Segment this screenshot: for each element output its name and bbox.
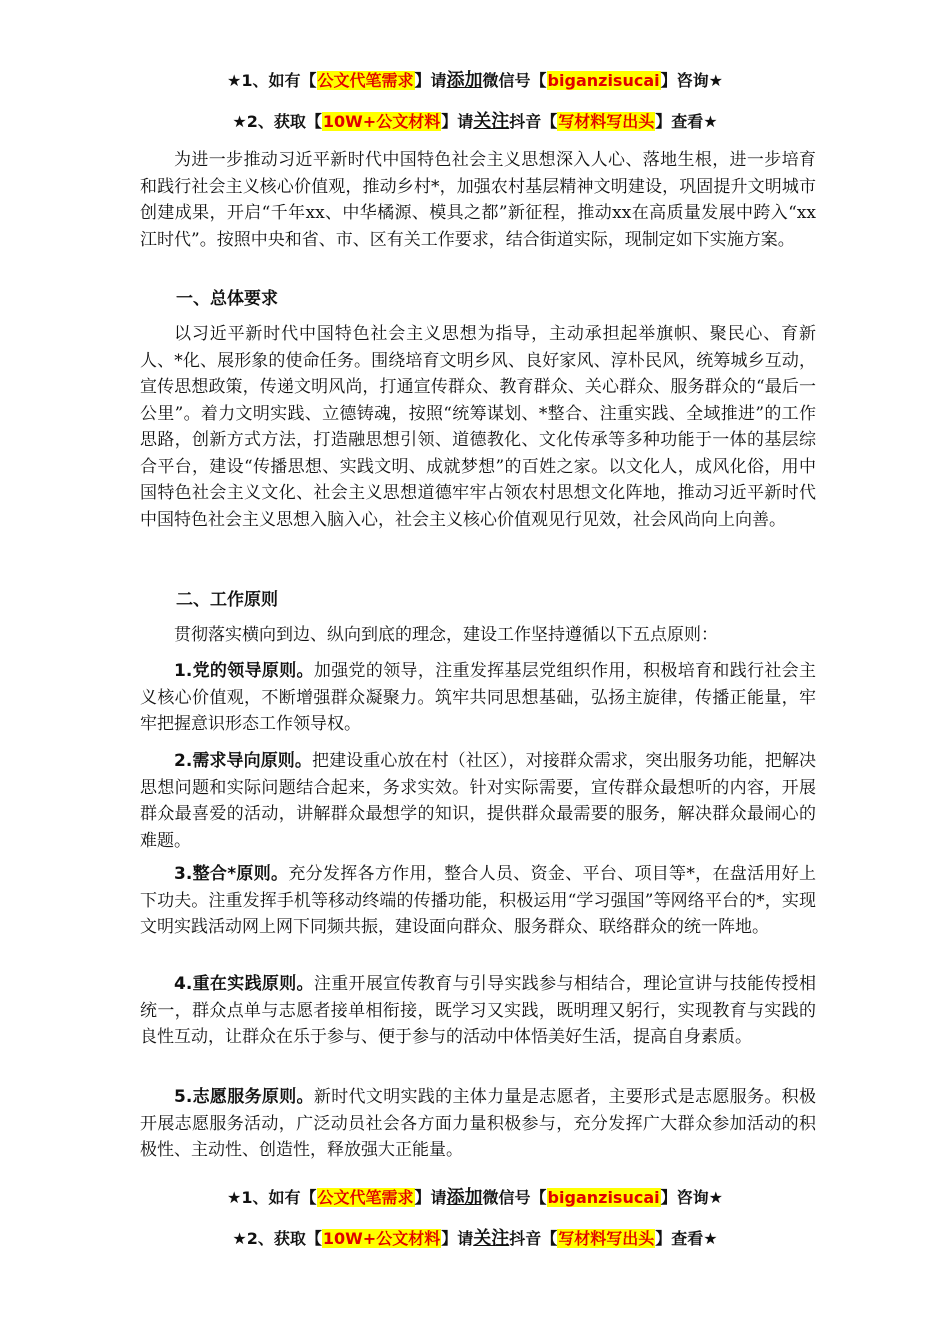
- principle-4: [140, 971, 816, 1051]
- highlight-douyin-id: 写材料写出头: [558, 112, 655, 131]
- ad-banner-line2-bottom: ★2、获取【10W+公文材料】请关注抖音【写材料写出头】查看★: [232, 1228, 718, 1249]
- principle-title: 1.党的领导原则。: [174, 661, 314, 681]
- principle-title: 3.整合*原则。: [174, 864, 289, 884]
- section2-heading: 二、工作原则: [176, 590, 278, 610]
- section1-paragraph: 以习近平新时代中国特色社会主义思想为指导，主动承担起举旗帜、聚民心、育新人、*化、展形象的使命任务。围绕培育文明乡风、良好家风、淳朴民风，统筹城乡互动，宣传思想政策，传递文明风尚，打通宣传群众、教育群众、关心群众、服务群众的“最后一公里”。着力文明实践、立德铸魂，按照“统筹谋划、*整合、注重实践、全域推进”的工作思路，创新方式方法，打造融思想引领、道德教化、文化传承等多种功能于一体的基层综合平台，建设“传播思想、实践文明、成就梦想”的百姓之家。以文化人，成风化俗，用中国特色社会主义文化、社会主义思想道德牢牢占领农村思想文化阵地，推动习近平新时代中国特色社会主义思想入脑入心，社会主义核心价值观见行见效，社会风尚向上向善。: [140, 324, 816, 530]
- principle-text: 注重开展宣传教育与引导实践参与相结合，理论宣讲与技能传授相统一，群众点单与志愿者接单相衔接，既学习又实践，既明理又躬行，实现教育与实践的良性互动，让群众在乐于参与、便于参与的活动中体悟美好生活，提高自身素质。: [140, 974, 816, 1047]
- highlight-douyin-id: 写材料写出头: [558, 1229, 655, 1248]
- highlight-service: 公文代笔需求: [317, 1188, 414, 1207]
- ad-banner-line1: ★1、如有【公文代笔需求】请添加微信号【biganzisucai】咨询★: [227, 70, 723, 91]
- principle-text: 新时代文明实践的主体力量是志愿者，主要形式是志愿服务。积极开展志愿服务活动，广泛动员社会各方面力量积极参与，充分发挥广大群众参加活动的积极性、主动性、创造性，释放强大正能量。: [140, 1087, 816, 1160]
- section1-heading: 一、总体要求: [176, 289, 278, 309]
- highlight-materials: 10W+公文材料: [322, 1229, 441, 1248]
- principle-title: 4.重在实践原则。: [174, 974, 314, 994]
- principle-title: 2.需求导向原则。: [174, 751, 312, 771]
- highlight-wechat-id: biganzisucai: [547, 1188, 660, 1207]
- highlight-materials: 10W+公文材料: [322, 112, 441, 131]
- highlight-wechat-id: biganzisucai: [547, 71, 660, 90]
- principle-1: [140, 658, 816, 738]
- principle-title: 5.志愿服务原则。: [174, 1087, 314, 1107]
- highlight-service: 公文代笔需求: [317, 71, 414, 90]
- ad-banner-line2: ★2、获取【10W+公文材料】请关注抖音【写材料写出头】查看★: [232, 111, 718, 132]
- section2-intro: 贯彻落实横向到边、纵向到底的理念，建设工作坚持遵循以下五点原则：: [174, 625, 718, 645]
- principle-3: [140, 861, 816, 941]
- principle-2: [140, 748, 816, 854]
- principle-text: 加强党的领导，注重发挥基层党组织作用，积极培育和践行社会主义核心价值观，不断增强群众凝聚力。筑牢共同思想基础，弘扬主旋律，传播正能量，牢牢把握意识形态工作领导权。: [140, 661, 816, 734]
- principle-5: [140, 1084, 816, 1164]
- intro-paragraph: 为进一步推动习近平新时代中国特色社会主义思想深入人心、落地生根，进一步培育和践行社会主义核心价值观，推动乡村*，加强农村基层精神文明建设，巩固提升文明城市创建成果，开启“千年xx、中华橘源、模具之都”新征程，推动xx在高质量发展中跨入“xx江时代”。按照中央和省、市、区有关工作要求，结合街道实际，现制定如下实施方案。: [140, 150, 816, 250]
- ad-banner-line1-bottom: ★1、如有【公文代笔需求】请添加微信号【biganzisucai】咨询★: [227, 1187, 723, 1208]
- principle-text: 充分发挥各方作用，整合人员、资金、平台、项目等*，在盘活用好上下功夫。注重发挥手机等移动终端的传播功能，积极运用“学习强国”等网络平台的*，实现文明实践活动网上网下同频共振，建设面向群众、服务群众、联络群众的统一阵地。: [140, 864, 816, 937]
- principle-text: 把建设重心放在村（社区），对接群众需求，突出服务功能，把解决思想问题和实际问题结合起来，务求实效。针对实际需要，宣传群众最想听的内容，开展群众最喜爱的活动，讲解群众最想学的知识，提供群众最需要的服务，解决群众最闹心的难题。: [140, 751, 816, 851]
